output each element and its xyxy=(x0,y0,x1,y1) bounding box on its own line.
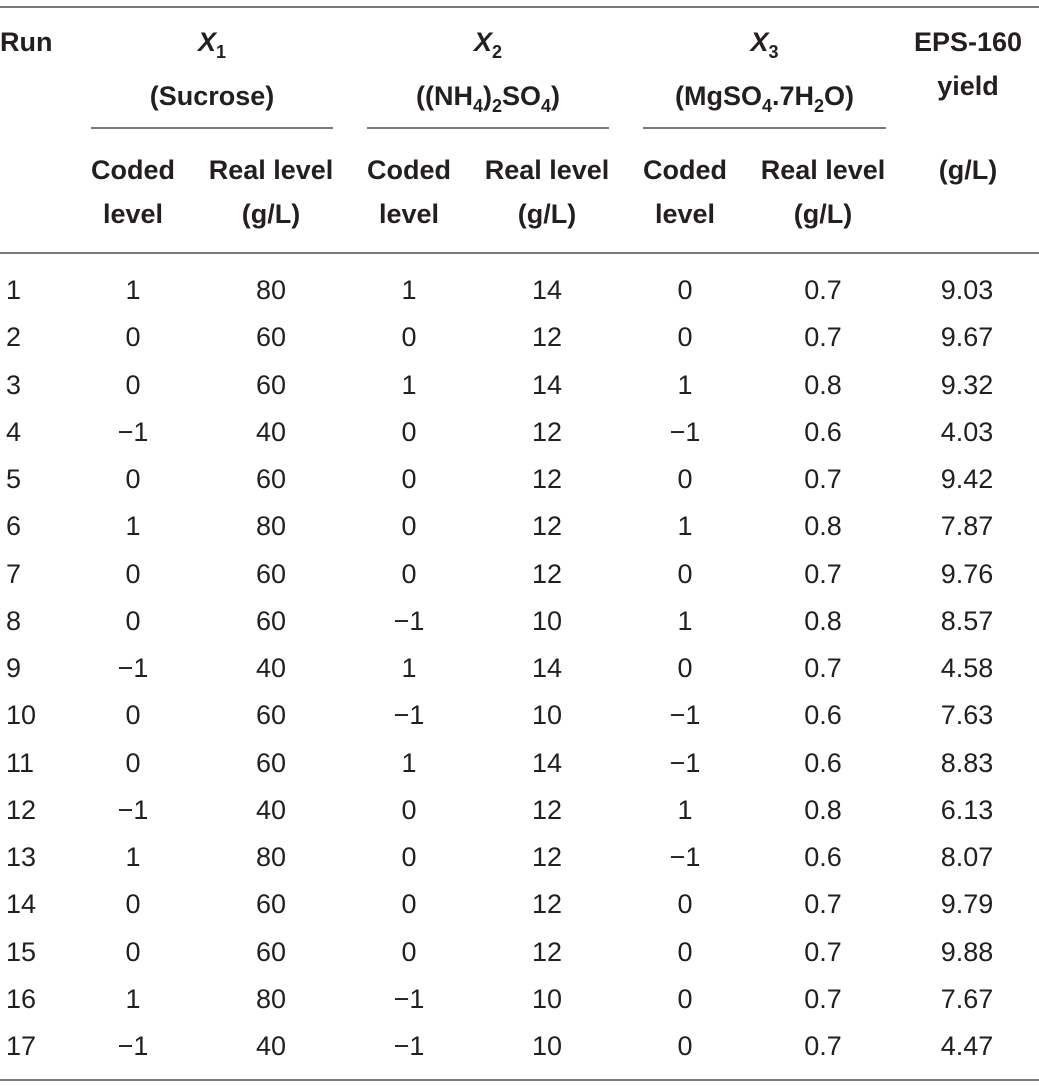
cell-x1-real: 60 xyxy=(255,605,287,636)
cell-x1-real: 60 xyxy=(255,700,287,731)
cell-x3-coded: 0 xyxy=(677,464,693,494)
cell-x2-real: 12 xyxy=(531,322,563,353)
cell-x2-real: 12 xyxy=(531,416,563,447)
cell-x3-real: 0.7 xyxy=(804,889,842,920)
cell-run: 4 xyxy=(6,416,22,447)
cell-run: 10 xyxy=(6,700,37,731)
cell-run: 14 xyxy=(6,889,37,920)
cell-x2-real: 10 xyxy=(531,1031,563,1061)
cell-yield: 9.32 xyxy=(940,369,994,400)
cell-x3-real: 0.7 xyxy=(804,558,842,589)
cell-x2-real: 12 xyxy=(531,511,563,542)
cell-yield: 8.83 xyxy=(940,747,994,778)
cell-x1-coded: −1 xyxy=(117,416,149,447)
cell-x2-real: 14 xyxy=(531,275,563,305)
cell-x3-coded: 0 xyxy=(677,275,693,305)
cell-x1-real: 80 xyxy=(255,275,287,305)
cell-run: 9 xyxy=(6,653,22,683)
header-x2-variable: $X_2$ xyxy=(473,27,503,62)
cell-x3-real: 0.7 xyxy=(804,322,842,353)
cell-x3-coded: −1 xyxy=(669,747,701,778)
cell-yield: 9.76 xyxy=(940,558,994,589)
cell-yield: 8.07 xyxy=(940,842,994,872)
header-x1-name: (Sucrose) xyxy=(149,81,275,111)
cell-x2-real: 14 xyxy=(531,747,563,778)
cell-x3-real: 0.7 xyxy=(804,936,842,967)
cell-x1-coded: 1 xyxy=(125,842,141,872)
cell-x1-coded: 1 xyxy=(125,983,141,1014)
cell-x1-coded: 0 xyxy=(125,464,141,494)
cell-x1-coded: 0 xyxy=(125,558,141,589)
cell-run: 1 xyxy=(6,275,22,305)
cell-x1-real: 80 xyxy=(255,511,287,542)
header-bottom-rule xyxy=(0,252,1039,254)
cell-x3-coded: 1 xyxy=(677,511,693,542)
cell-x1-coded: −1 xyxy=(117,653,149,683)
cell-x2-coded: −1 xyxy=(393,983,425,1014)
header-x3-coded: Coded level xyxy=(643,155,727,229)
cell-x2-real: 14 xyxy=(531,653,563,683)
cell-x2-real: 12 xyxy=(531,558,563,589)
cell-x2-real: 12 xyxy=(531,936,563,967)
header-run: Run xyxy=(0,27,53,57)
cell-x2-coded: 1 xyxy=(401,747,417,778)
cell-x1-coded: −1 xyxy=(117,1031,149,1061)
cell-x3-coded: −1 xyxy=(669,416,701,447)
cell-x2-real: 10 xyxy=(531,700,563,731)
cell-run: 2 xyxy=(6,322,22,353)
header-x3-name: $(MgSO_4.7H_2O)$ xyxy=(674,81,855,116)
cell-run: 11 xyxy=(6,747,35,778)
cell-x2-coded: 0 xyxy=(401,936,417,967)
cell-x2-coded: −1 xyxy=(393,700,425,731)
cell-x1-real: 60 xyxy=(255,936,287,967)
cell-x1-real: 60 xyxy=(255,369,287,400)
cell-x3-coded: 0 xyxy=(677,322,693,353)
header-x2 xyxy=(367,20,609,128)
cell-run: 8 xyxy=(6,605,22,636)
header-x2-real: Real level (g/L) xyxy=(484,155,610,229)
cell-x2-real: 10 xyxy=(531,983,563,1014)
cell-x3-real: 0.6 xyxy=(804,416,842,447)
cell-x1-real: 40 xyxy=(255,1031,287,1061)
cell-x2-real: 10 xyxy=(531,605,563,636)
cell-x3-coded: 0 xyxy=(677,889,693,920)
header-yield-unit: (g/L) xyxy=(938,155,998,185)
cell-yield: 7.87 xyxy=(940,511,994,542)
cell-x3-real: 0.8 xyxy=(804,511,842,542)
cell-x1-coded: −1 xyxy=(117,794,149,825)
cell-yield: 7.63 xyxy=(940,700,994,731)
cell-x3-coded: −1 xyxy=(669,700,701,731)
cell-x2-coded: −1 xyxy=(393,1031,425,1061)
cell-x2-real: 12 xyxy=(531,842,563,872)
cell-x2-coded: 0 xyxy=(401,511,417,542)
cell-x3-real: 0.8 xyxy=(804,605,842,636)
cell-x3-coded: 1 xyxy=(677,605,693,636)
header-x1-real: Real level (g/L) xyxy=(208,155,334,229)
cell-x3-coded: 0 xyxy=(677,936,693,967)
cell-yield: 9.79 xyxy=(940,889,994,920)
cell-x2-coded: 0 xyxy=(401,464,417,494)
cell-x3-coded: 1 xyxy=(677,369,693,400)
cell-x3-real: 0.6 xyxy=(804,747,842,778)
cell-x2-real: 12 xyxy=(531,794,563,825)
cell-x2-coded: 1 xyxy=(401,275,417,305)
cell-x2-real: 12 xyxy=(531,464,563,494)
cell-yield: 9.88 xyxy=(940,936,994,967)
cell-x3-coded: 1 xyxy=(677,794,693,825)
cell-x2-real: 14 xyxy=(531,369,563,400)
top-rule xyxy=(0,6,1039,8)
cell-run: 13 xyxy=(6,842,37,872)
header-x1-coded: Coded level xyxy=(91,155,175,229)
cell-run: 5 xyxy=(6,464,22,494)
header-x1-variable: $X_1$ xyxy=(197,27,227,62)
cell-run: 6 xyxy=(6,511,22,542)
cell-x2-coded: 0 xyxy=(401,889,417,920)
cell-run: 15 xyxy=(6,936,37,967)
cell-yield: 8.57 xyxy=(940,605,994,636)
cell-x3-real: 0.7 xyxy=(804,464,842,494)
cell-run: 17 xyxy=(6,1031,37,1061)
cell-x1-coded: 0 xyxy=(125,747,141,778)
cell-x1-coded: 1 xyxy=(125,511,141,542)
cell-x3-real: 0.7 xyxy=(804,983,842,1014)
cell-yield: 9.67 xyxy=(940,322,994,353)
cell-x1-real: 40 xyxy=(255,794,287,825)
cell-x2-real: 12 xyxy=(531,889,563,920)
x1-group-rule xyxy=(91,127,333,129)
header-x2-coded: Coded level xyxy=(367,155,451,229)
cell-yield: 4.03 xyxy=(940,416,994,447)
cell-x1-coded: 1 xyxy=(125,275,141,305)
cell-x1-coded: 0 xyxy=(125,700,141,731)
cell-x1-coded: 0 xyxy=(125,322,141,353)
cell-x3-real: 0.7 xyxy=(804,275,842,305)
cell-x2-coded: −1 xyxy=(393,605,425,636)
cell-x1-real: 60 xyxy=(255,464,287,494)
cell-x1-real: 40 xyxy=(255,416,287,447)
cell-x1-real: 60 xyxy=(255,558,287,589)
cell-x1-coded: 0 xyxy=(125,369,141,400)
cell-x1-coded: 0 xyxy=(125,605,141,636)
cell-x2-coded: 1 xyxy=(401,369,417,400)
cell-x1-coded: 0 xyxy=(125,936,141,967)
cell-run: 3 xyxy=(6,369,22,400)
cell-yield: 4.58 xyxy=(940,653,994,683)
cell-x3-real: 0.8 xyxy=(804,794,842,825)
header-yield: EPS-160 yield xyxy=(913,27,1023,101)
cell-x2-coded: 0 xyxy=(401,416,417,447)
cell-run: 12 xyxy=(6,794,37,825)
header-x3-real: Real level (g/L) xyxy=(760,155,886,229)
cell-yield: 7.67 xyxy=(940,983,994,1014)
cell-x1-real: 60 xyxy=(255,322,287,353)
cell-x3-real: 0.7 xyxy=(804,653,842,683)
cell-x1-real: 60 xyxy=(255,889,287,920)
cell-x3-coded: −1 xyxy=(669,842,701,872)
cell-x1-real: 40 xyxy=(255,653,287,683)
cell-x2-coded: 0 xyxy=(401,842,417,872)
cell-x2-coded: 0 xyxy=(401,322,417,353)
cell-run: 7 xyxy=(6,558,22,589)
cell-yield: 9.42 xyxy=(940,464,994,494)
cell-x2-coded: 1 xyxy=(401,653,417,683)
bottom-rule xyxy=(0,1079,1039,1081)
cell-x2-coded: 0 xyxy=(401,794,417,825)
header-x1 xyxy=(91,20,333,118)
cell-x3-real: 0.7 xyxy=(804,1031,842,1061)
header-x2-name: $((NH_4)_2SO_4)$ xyxy=(415,81,561,116)
cell-x3-real: 0.6 xyxy=(804,842,842,872)
cell-x1-real: 80 xyxy=(255,842,287,872)
cell-run: 16 xyxy=(6,983,37,1014)
cell-yield: 6.13 xyxy=(940,794,994,825)
cell-x3-coded: 0 xyxy=(677,983,693,1014)
cell-x2-coded: 0 xyxy=(401,558,417,589)
cell-x3-coded: 0 xyxy=(677,1031,693,1061)
cell-x3-real: 0.6 xyxy=(804,700,842,731)
cell-x3-real: 0.8 xyxy=(804,369,842,400)
header-x3 xyxy=(643,20,886,128)
cell-yield: 9.03 xyxy=(940,275,994,305)
cell-x3-coded: 0 xyxy=(677,558,693,589)
cell-x1-real: 80 xyxy=(255,983,287,1014)
cell-x1-real: 60 xyxy=(255,747,287,778)
header-x3-variable: $X_3$ xyxy=(750,27,779,62)
cell-x1-coded: 0 xyxy=(125,889,141,920)
cell-x3-coded: 0 xyxy=(677,653,693,683)
cell-yield: 4.47 xyxy=(940,1031,994,1061)
